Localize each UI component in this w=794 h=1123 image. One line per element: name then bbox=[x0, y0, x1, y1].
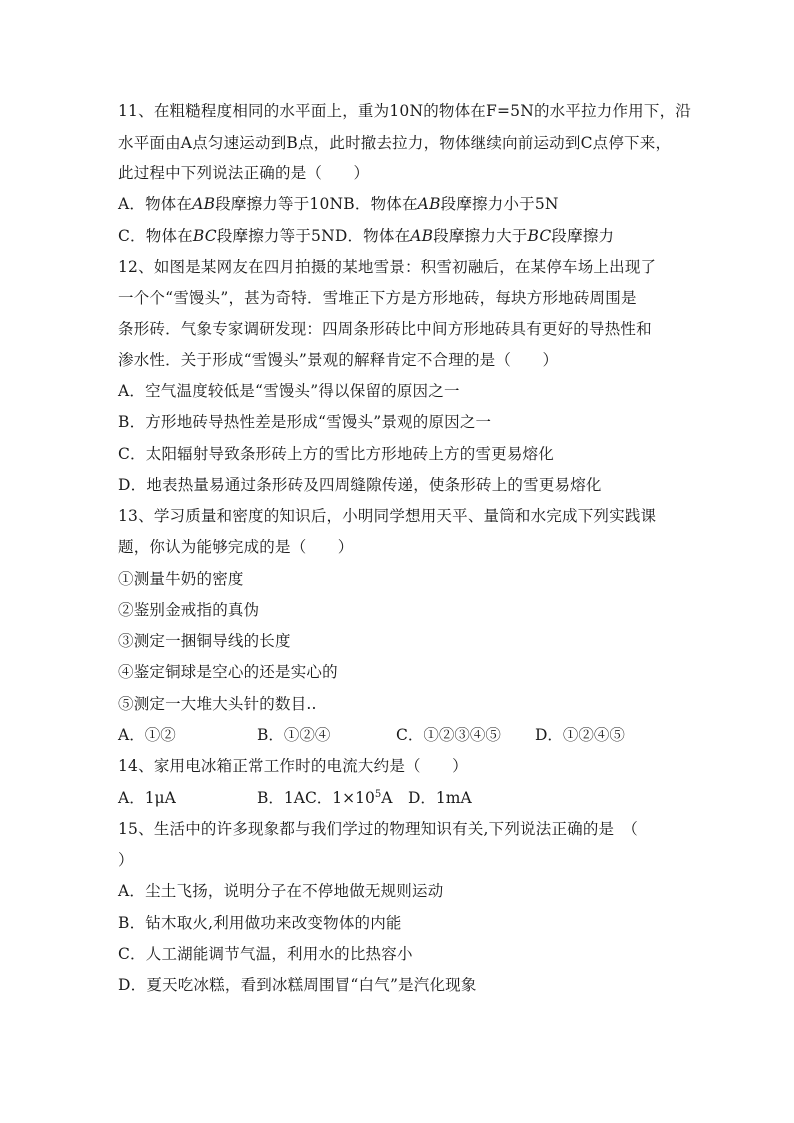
q14-option-bc-text: B．1AC．1×10 bbox=[257, 789, 375, 807]
q13-option-b: B．①②④ bbox=[257, 726, 331, 744]
q11-option-c-d bbox=[118, 226, 614, 246]
q14-exponent: 5 bbox=[374, 788, 382, 800]
q13-options-row bbox=[118, 725, 678, 745]
q15-stem-line-2: ） bbox=[118, 851, 134, 869]
q12-stem-line-2: 一个个“雪馒头”，甚为奇特．雪堆正下方是方形地砖，每块方形地砖周围是 bbox=[118, 289, 637, 307]
q12-option-a: A．空气温度较低是“雪馒头”得以保留的原因之一 bbox=[118, 382, 460, 400]
q14-options-b-c-d bbox=[257, 788, 472, 808]
q15-stem-line-1: 15、生活中的许多现象都与我们学过的物理知识有关,下列说法正确的是 （ bbox=[118, 820, 638, 838]
q11-optD-text-2: 段摩擦力 bbox=[551, 227, 615, 245]
q15-option-a: A．尘土飞扬，说明分子在不停地做无规则运动 bbox=[118, 882, 444, 900]
q11-optC-text-1: C．物体在 bbox=[118, 227, 193, 245]
q13-item-1: ①测量牛奶的密度 bbox=[118, 570, 244, 588]
q11-optB-text: 段摩擦力小于5N bbox=[440, 195, 559, 213]
q12-option-d: D．地表热量易通过条形砖及四周缝隙传递，使条形砖上的雪更易熔化 bbox=[118, 476, 602, 494]
q11-optC-segment-bc: BC bbox=[192, 227, 217, 245]
q13-item-5: ⑤测定一大堆大头针的数目.. bbox=[118, 695, 317, 713]
q13-option-d: D．①②④⑤ bbox=[535, 726, 625, 744]
q11-stem-line-2: 水平面由A点匀速运动到B点，此时撤去拉力，物体继续向前运动到C点停下来， bbox=[118, 134, 672, 152]
q13-item-4: ④鉴定铜球是空心的还是实心的 bbox=[118, 663, 338, 681]
q12-option-c: C．太阳辐射导致条形砖上方的雪比方形地砖上方的雪更易熔化 bbox=[118, 445, 554, 463]
q11-optD-segment-ab: AB bbox=[410, 227, 434, 245]
q15-option-c: C．人工湖能调节气温，利用水的比热容小 bbox=[118, 945, 413, 963]
q14-options-row bbox=[118, 788, 678, 808]
q11-optA-text-1: A．物体在 bbox=[118, 195, 193, 213]
q15-option-d: D．夏天吃冰糕，看到冰糕周围冒“白气”是汽化现象 bbox=[118, 976, 477, 994]
q13-stem-line-1: 13、学习质量和密度的知识后，小明同学想用天平、量筒和水完成下列实践课 bbox=[118, 507, 657, 525]
q11-optD-text-1: 段摩擦力大于 bbox=[433, 227, 528, 245]
q11-optA-text-2: 段摩擦力等于10NB．物体在 bbox=[215, 195, 418, 213]
q13-item-2: ②鉴别金戒指的真伪 bbox=[118, 601, 260, 619]
q12-stem-line-1: 12、如图是某网友在四月拍摄的某地雪景：积雪初融后，在某停车场上出现了 bbox=[118, 258, 657, 276]
q15-option-b: B．钻木取火,利用做功来改变物体的内能 bbox=[118, 914, 402, 932]
q11-stem-line-1: 11、在粗糙程度相同的水平面上，重为10N的物体在F=5N的水平拉力作用下，沿 bbox=[118, 102, 691, 120]
q11-optD-segment-bc: BC bbox=[527, 227, 552, 245]
q11-stem-line-3: 此过程中下列说法正确的是（ ） bbox=[118, 164, 370, 182]
q11-optB-segment-ab: AB bbox=[417, 195, 441, 213]
q12-option-b: B．方形地砖导热性差是形成“雪馒头”景观的原因之一 bbox=[118, 413, 492, 431]
q14-option-d-text: A D．1mA bbox=[381, 789, 472, 807]
q11-optC-text-2: 段摩擦力等于5ND．物体在 bbox=[216, 227, 411, 245]
q11-optA-segment-ab: AB bbox=[192, 195, 216, 213]
q11-option-a-b bbox=[118, 194, 559, 214]
q12-stem-line-3: 条形砖．气象专家调研发现：四周条形砖比中间方形地砖具有更好的导热性和 bbox=[118, 320, 652, 338]
q12-stem-line-4: 渗水性．关于形成“雪馒头”景观的解释肯定不合理的是（ ） bbox=[118, 351, 559, 369]
q13-option-a: A．①② bbox=[118, 726, 176, 744]
q13-stem-line-2: 题，你认为能够完成的是（ ） bbox=[118, 538, 354, 556]
q14-option-a: A．1μA bbox=[118, 789, 176, 807]
q13-item-3: ③测定一捆铜导线的长度 bbox=[118, 632, 291, 650]
q13-option-c: C．①②③④⑤ bbox=[396, 726, 501, 744]
q14-stem: 14、家用电冰箱正常工作时的电流大约是（ ） bbox=[118, 757, 468, 775]
